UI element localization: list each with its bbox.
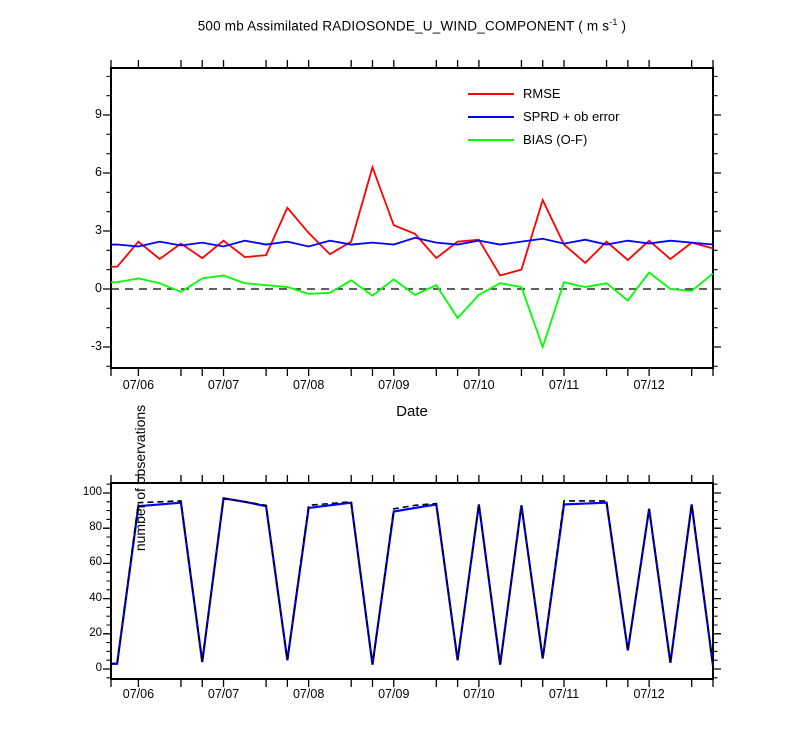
- title-text: 500 mb Assimilated RADIOSONDE_U_WIND_COMPONENT ( m s: [197, 18, 610, 34]
- bottom-xtick-label-07/12: 07/12: [633, 687, 665, 701]
- bottom-xtick-label-07/06: 07/06: [122, 687, 155, 701]
- bias-line-swatch: [468, 139, 514, 141]
- top-xtick-label-07/06: 07/06: [122, 378, 155, 392]
- bottom-chart-axes: [103, 475, 721, 687]
- legend-label-rmse: RMSE: [523, 86, 561, 101]
- top-xtick-label-07/08: 07/08: [292, 378, 325, 392]
- bottom-xtick-label-07/09: 07/09: [378, 687, 410, 701]
- bottom-ytick-label-80: 80: [89, 521, 102, 534]
- title-suffix: ): [617, 18, 627, 34]
- legend-row-bias: [468, 128, 619, 151]
- top-xtick-label-07/09: 07/09: [378, 378, 410, 392]
- bottom-ytick-label-0: 0: [95, 662, 102, 674]
- top-chart-title: [111, 17, 713, 34]
- legend-label-bias: BIAS (O-F): [523, 132, 588, 147]
- bottom-ytick-label-60: 60: [89, 556, 102, 569]
- bottom-chart-minor-ticks: [107, 484, 718, 678]
- top-ytick-label-9: 9: [95, 107, 102, 122]
- bottom-ytick-label-40: 40: [89, 591, 102, 604]
- x-axis-label-date: Date: [396, 403, 428, 420]
- top-chart-major-ticks: [103, 60, 721, 376]
- bottom-ytick-label-20: 20: [89, 626, 102, 639]
- top-ytick-label-0: 0: [95, 281, 102, 295]
- top-ytick-label-3: 3: [95, 223, 102, 237]
- top-ytick-label--3: -3: [90, 338, 102, 353]
- legend-row-sprd: [468, 105, 619, 128]
- bias-line: [109, 273, 713, 347]
- top-xtick-label-07/10: 07/10: [463, 378, 495, 392]
- bottom-xtick-label-07/10: 07/10: [463, 687, 495, 701]
- top-chart-minor-ticks: [107, 76, 718, 366]
- rmse-line: [109, 167, 713, 275]
- rmse-line-swatch: [468, 93, 514, 95]
- bottom-chart-major-ticks: [103, 475, 721, 687]
- legend-label-sprd: SPRD + ob error: [523, 109, 620, 124]
- sprd-line-swatch: [468, 116, 514, 118]
- top-xtick-label-07/11: 07/11: [548, 378, 580, 392]
- legend-row-rmse: [468, 82, 619, 105]
- sprd-line: [109, 238, 713, 247]
- top-xtick-label-07/07: 07/07: [207, 378, 240, 392]
- bottom-ytick-label-100: 100: [82, 486, 102, 498]
- title-superscript: -1: [609, 17, 618, 27]
- top-ytick-label-6: 6: [95, 165, 102, 180]
- bottom-xtick-label-07/07: 07/07: [207, 687, 240, 701]
- bottom-xtick-label-07/11: 07/11: [548, 687, 580, 701]
- obs-dashed-line: [109, 498, 713, 665]
- y-axis-label-observations: number of observations: [132, 404, 148, 552]
- bottom-xtick-label-07/08: 07/08: [292, 687, 325, 701]
- top-chart-frame: [111, 68, 713, 368]
- top-chart-axes: [103, 60, 721, 376]
- legend: [468, 82, 619, 151]
- top-xtick-label-07/12: 07/12: [633, 378, 665, 392]
